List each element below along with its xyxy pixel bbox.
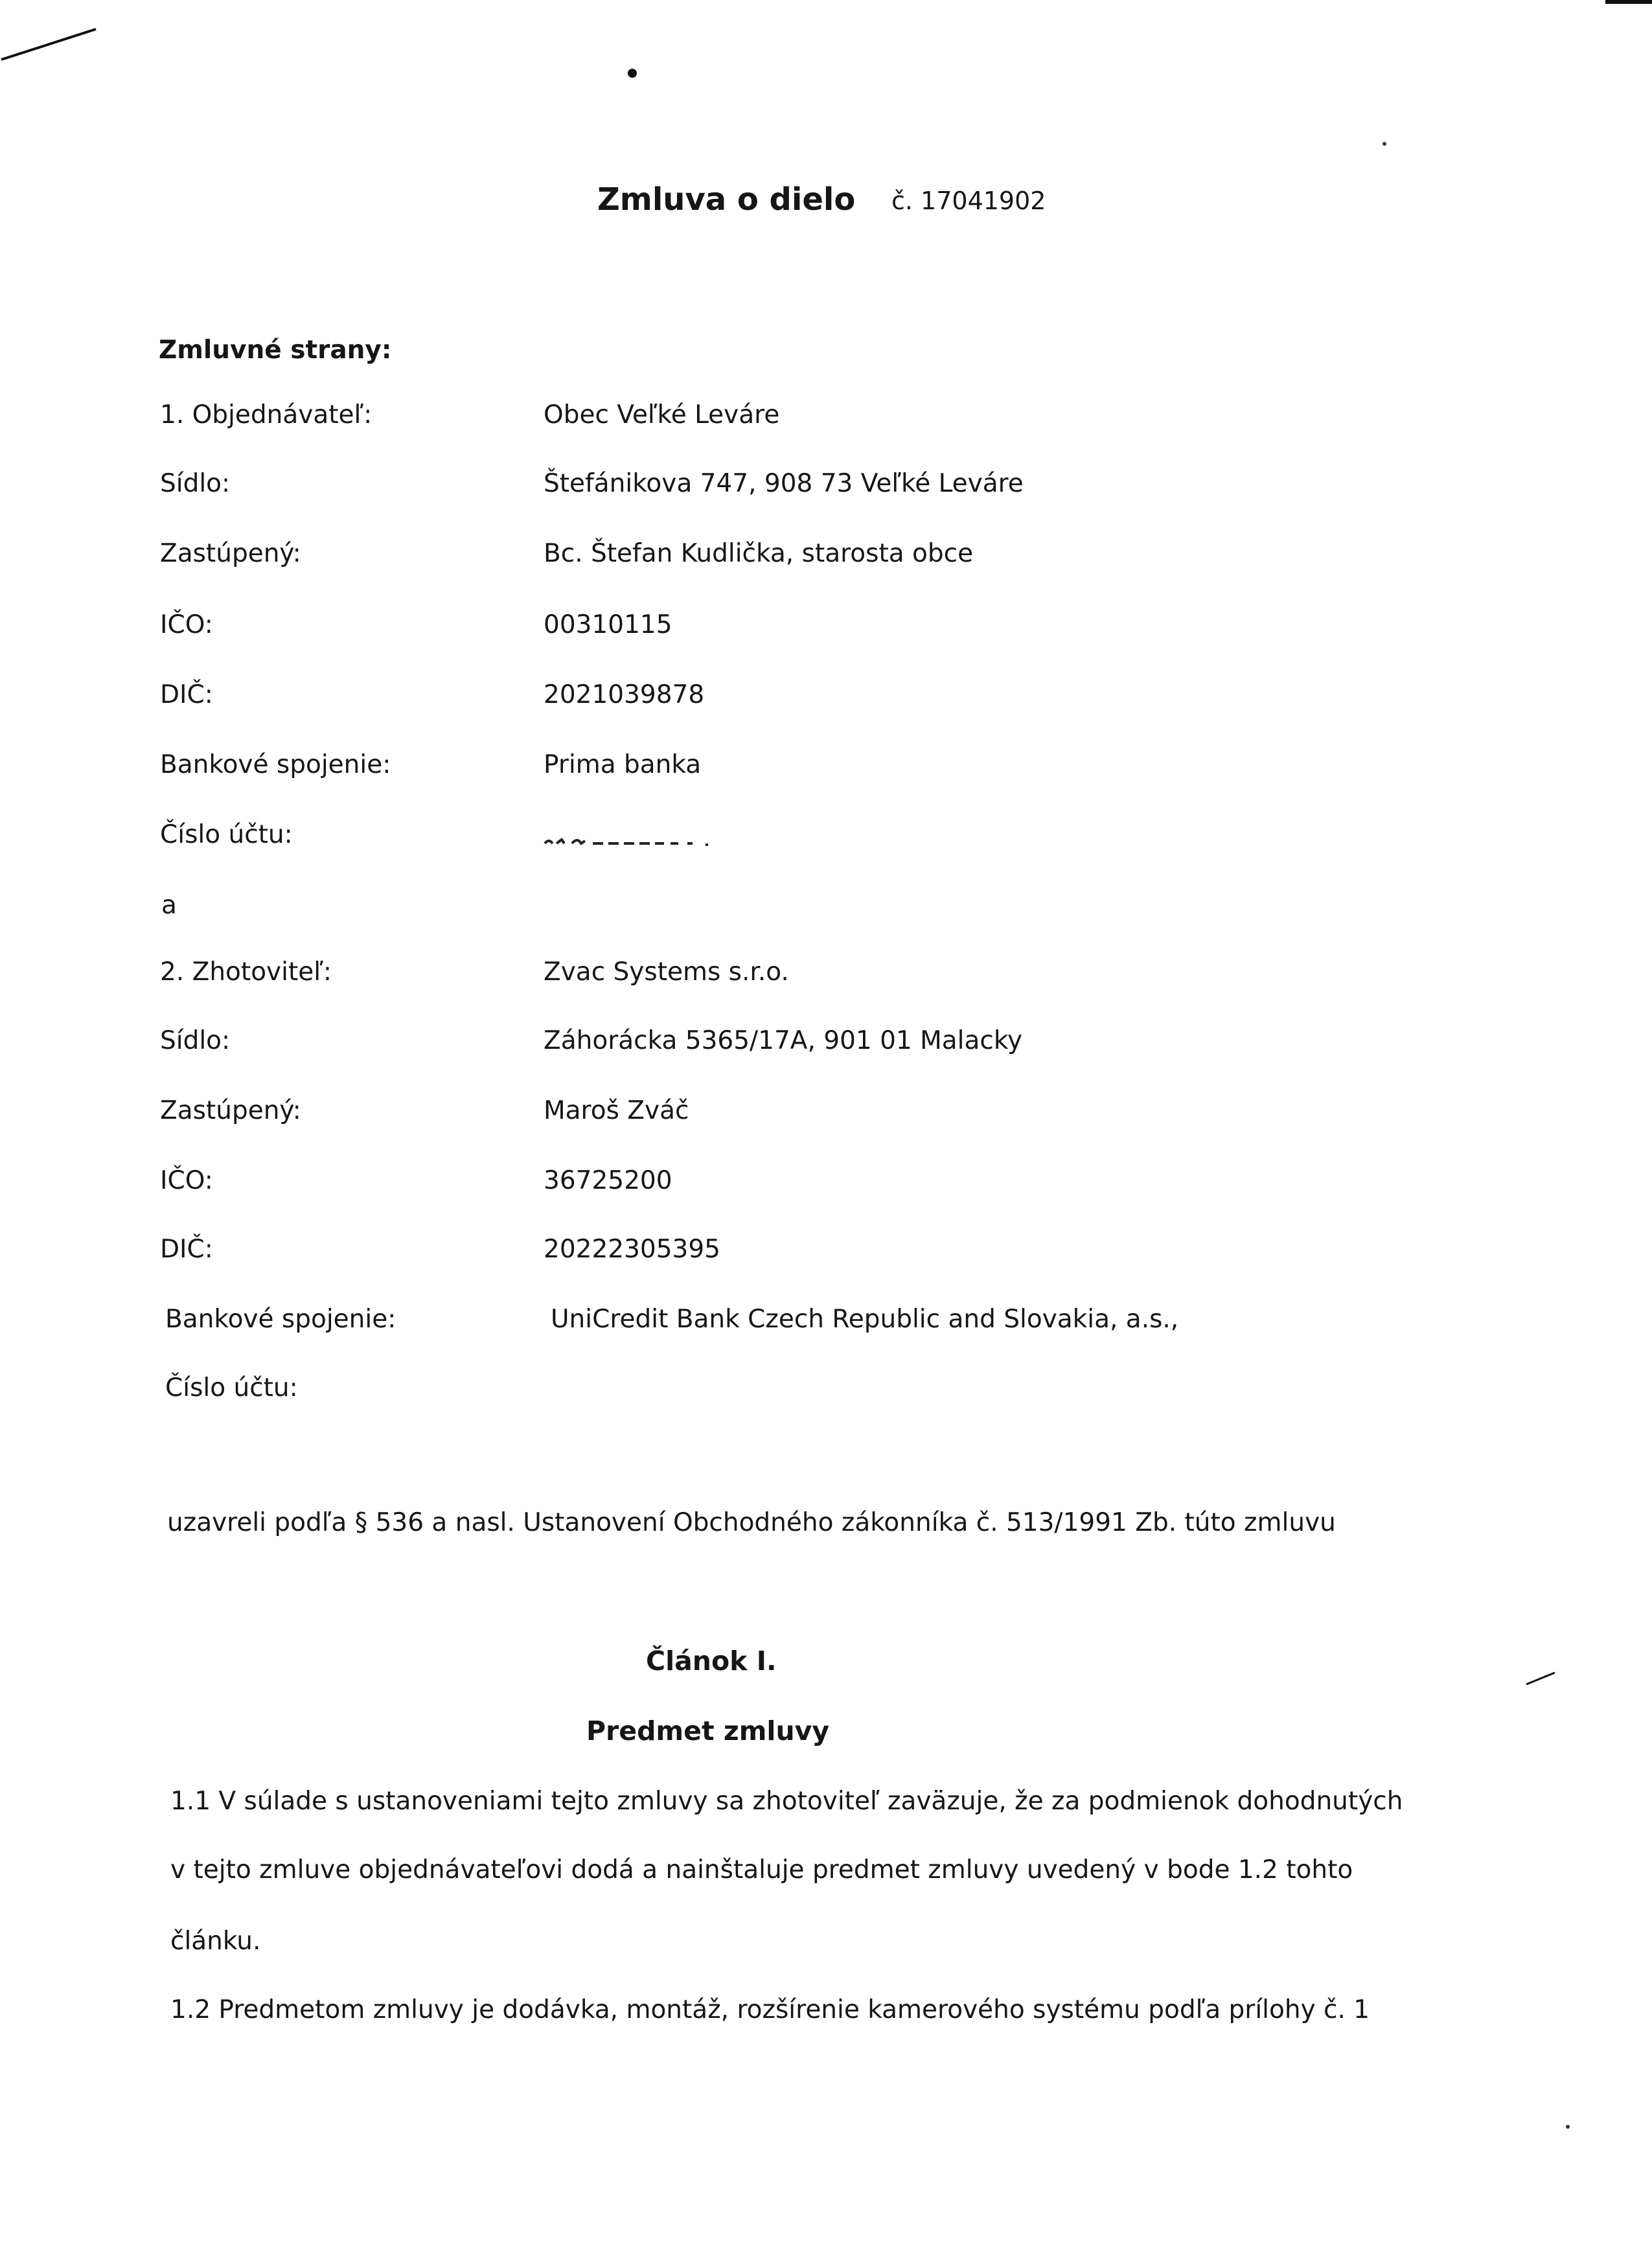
client-label-represented: Zastúpený: bbox=[160, 539, 301, 568]
client-value-ico: 00310115 bbox=[544, 610, 672, 639]
contractor-label-seat: Sídlo: bbox=[160, 1026, 231, 1055]
contractor-row bbox=[0, 1166, 1652, 1205]
client-row bbox=[0, 610, 1652, 649]
client-row bbox=[0, 469, 1652, 508]
client-label-role: 1. Objednávateľ: bbox=[160, 400, 373, 430]
paragraph-line: 1.2 Predmetom zmluvy je dodávka, montáž, rozšírenie kamerového systému podľa prílohy č. 1 bbox=[170, 1995, 1370, 2024]
document-title: Zmluva o dielo bbox=[597, 181, 856, 218]
contractor-value-ico: 36725200 bbox=[544, 1166, 672, 1195]
contractor-value-bank: UniCredit Bank Czech Republic and Slovakia, a.s., bbox=[551, 1305, 1179, 1334]
contractor-value-name: Zvac Systems s.r.o. bbox=[544, 957, 789, 987]
contractor-label-role: 2. Zhotoviteľ: bbox=[160, 957, 332, 987]
client-value-represented: Bc. Štefan Kudlička, starosta obce bbox=[544, 539, 974, 568]
contractor-row bbox=[0, 1096, 1652, 1135]
client-label-bank: Bankové spojenie: bbox=[160, 750, 391, 779]
contractor-row bbox=[0, 957, 1652, 996]
redacted-account-number bbox=[544, 834, 731, 849]
client-label-seat: Sídlo: bbox=[160, 469, 231, 498]
client-value-dic: 2021039878 bbox=[544, 680, 705, 709]
client-label-dic: DIČ: bbox=[160, 680, 213, 709]
parties-heading: Zmluvné strany: bbox=[159, 336, 392, 365]
document-number: č. 17041902 bbox=[891, 187, 1046, 215]
contractor-label-bank: Bankové spojenie: bbox=[165, 1305, 396, 1334]
paragraph-line: v tejto zmluve objednávateľovi dodá a nainštaluje predmet zmluvy uvedený v bode 1.2 tohto bbox=[170, 1855, 1353, 1884]
client-label-account: Číslo účtu: bbox=[160, 820, 293, 849]
contractor-row bbox=[0, 1026, 1652, 1065]
connector-text: a bbox=[161, 891, 177, 920]
contractor-row bbox=[0, 1235, 1652, 1274]
contractor-value-seat: Záhorácka 5365/17A, 901 01 Malacky bbox=[544, 1026, 1023, 1055]
contractor-value-represented: Maroš Zváč bbox=[544, 1096, 689, 1125]
contractor-label-dic: DIČ: bbox=[160, 1235, 213, 1264]
article-heading: Článok I. bbox=[646, 1645, 777, 1677]
client-label-ico: IČO: bbox=[160, 610, 213, 639]
client-value-bank: Prima banka bbox=[544, 750, 702, 779]
contractor-value-dic: 20222305395 bbox=[544, 1235, 720, 1264]
client-row bbox=[0, 539, 1652, 578]
client-row bbox=[0, 680, 1652, 719]
contractor-label-account: Číslo účtu: bbox=[165, 1373, 298, 1403]
client-row bbox=[0, 750, 1652, 789]
contract-clause: uzavreli podľa § 536 a nasl. Ustanovení Obchodného zákonníka č. 513/1991 Zb. túto zmluvu bbox=[167, 1508, 1336, 1537]
contractor-row bbox=[0, 1305, 1652, 1344]
client-row bbox=[0, 400, 1652, 439]
contractor-label-ico: IČO: bbox=[160, 1166, 213, 1195]
client-row bbox=[0, 820, 1652, 859]
contractor-row bbox=[0, 1373, 1652, 1412]
client-value-seat: Štefánikova 747, 908 73 Veľké Leváre bbox=[544, 469, 1024, 498]
client-value-name: Obec Veľké Leváre bbox=[544, 400, 780, 430]
contractor-label-represented: Zastúpený: bbox=[160, 1096, 301, 1125]
paragraph-line: článku. bbox=[170, 1927, 261, 1956]
article-subheading: Predmet zmluvy bbox=[586, 1715, 830, 1747]
paragraph-line: 1.1 V súlade s ustanoveniami tejto zmluvy sa zhotoviteľ zaväzuje, že za podmienok dohodnutých bbox=[170, 1787, 1403, 1816]
